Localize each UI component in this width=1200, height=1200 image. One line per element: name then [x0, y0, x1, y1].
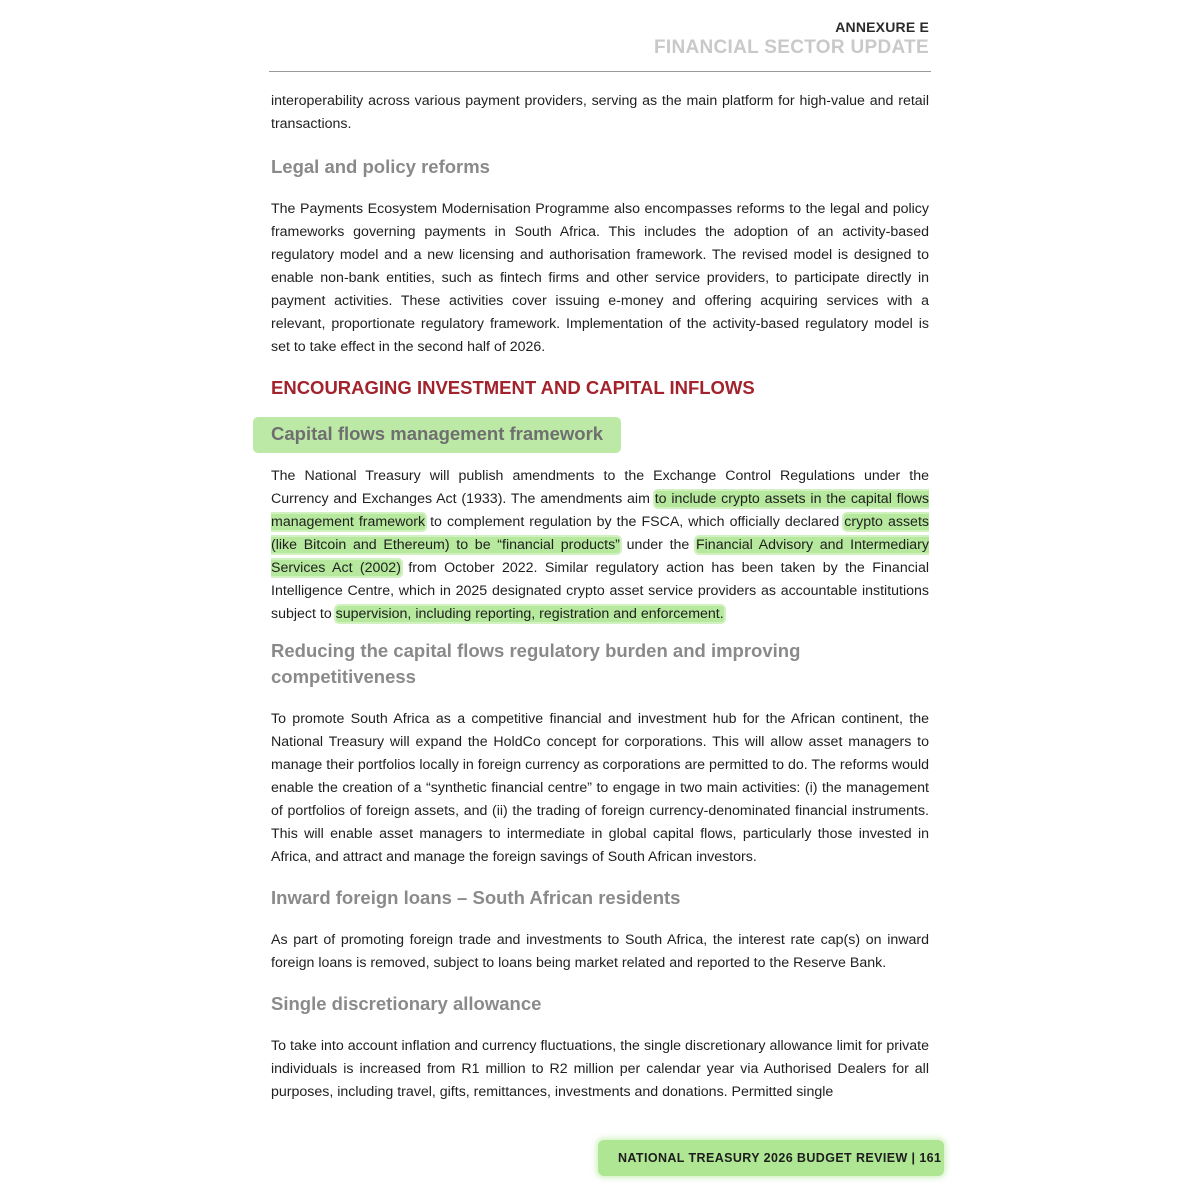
reducing-burden-paragraph: To promote South Africa as a competitive financial and investment hub for the African continent, the National Treasury will expand the HoldCo concept for corporations. This will allow asset managers to manage their portfolios locally in foreign currency as corporations are permitted to do. The reforms would enable the creation of a “synthetic financial centre” to engage in two main activities: (i) the management of portfolios of foreign assets, and (ii) the trading of foreign currency-denominated financial instruments. This will enable asset managers to intermediate in global capital flows, particularly those invested in Africa, and attract and manage the foreign savings of South African investors.: [271, 711, 929, 865]
legal-reforms-paragraph: The Payments Ecosystem Modernisation Programme also encompasses reforms to the legal and policy frameworks governing payments in South Africa. This includes the adoption of an activity-based regulatory model and a new licensing and authorisation framework. The revised model is designed to enable non-bank entities, such as fintech firms and other service providers, to participate directly in payment activities. These activities cover issuing e-money and offering acquiring services with a relevant, proportionate regulatory framework. Implementation of the activity-based regulatory model is set to take effect in the second half of 2026.: [271, 201, 929, 355]
capital-flows-paragraph: [271, 465, 929, 626]
section-title: FINANCIAL SECTOR UPDATE: [653, 37, 929, 58]
highlight-crypto-framework: to include crypto assets in the capital flows management framework: [271, 491, 929, 530]
capital-flows-text-3: under the: [619, 537, 696, 553]
highlight-fais-act: Financial Advisory and Intermediary Services Act (2002): [271, 537, 929, 576]
header-divider: [269, 71, 931, 72]
reducing-burden-heading: Reducing the capital flows regulatory burden and improving competitiveness: [271, 640, 801, 687]
highlight-supervision: supervision, including reporting, registration and enforcement.: [335, 606, 724, 622]
inward-loans-heading: Inward foreign loans – South African residents: [271, 887, 681, 908]
body-content: [271, 90, 929, 1104]
footer-text: NATIONAL TREASURY 2026 BUDGET REVIEW | 161: [618, 1151, 942, 1165]
running-header: [654, 18, 929, 60]
capital-flows-text-4: from October 2022. Similar regulatory action has been taken by the Financial Intelligence Centre, which in 2025 designated crypto asset service providers as accountable institutions subject to: [271, 560, 930, 622]
encouraging-investment-heading: ENCOURAGING INVESTMENT AND CAPITAL INFLOWS: [271, 377, 755, 398]
page-footer-highlight: [598, 1140, 944, 1176]
capital-flows-text-1: The National Treasury will publish amendments to the Exchange Control Regulations under the Currency and Exchanges Act (1933). The amendments aim: [271, 468, 929, 507]
legal-reforms-heading: Legal and policy reforms: [271, 156, 490, 177]
capital-flows-heading-highlight: Capital flows management framework: [253, 417, 621, 453]
inward-loans-paragraph: As part of promoting foreign trade and investments to South Africa, the interest rate cap(s) on inward foreign loans is removed, subject to loans being market related and reported to the Reserve Bank.: [271, 932, 929, 971]
highlight-financial-products: crypto assets (like Bitcoin and Ethereum) to be “financial products”: [271, 514, 929, 553]
single-allowance-paragraph: To take into account inflation and currency fluctuations, the single discretionary allowance limit for private individuals is increased from R1 million to R2 million per calendar year via Authorised Dealers for all purposes, including travel, gifts, remittances, investments and donations. Permitted single: [271, 1038, 929, 1100]
intro-paragraph: interoperability across various payment providers, serving as the main platform for high-value and retail transactions.: [271, 93, 929, 132]
single-allowance-heading: Single discretionary allowance: [271, 993, 542, 1014]
annexure-label: ANNEXURE E: [835, 19, 929, 35]
capital-flows-text-2: to complement regulation by the FSCA, which officially declared: [425, 514, 845, 530]
capital-flows-heading: [271, 417, 929, 453]
